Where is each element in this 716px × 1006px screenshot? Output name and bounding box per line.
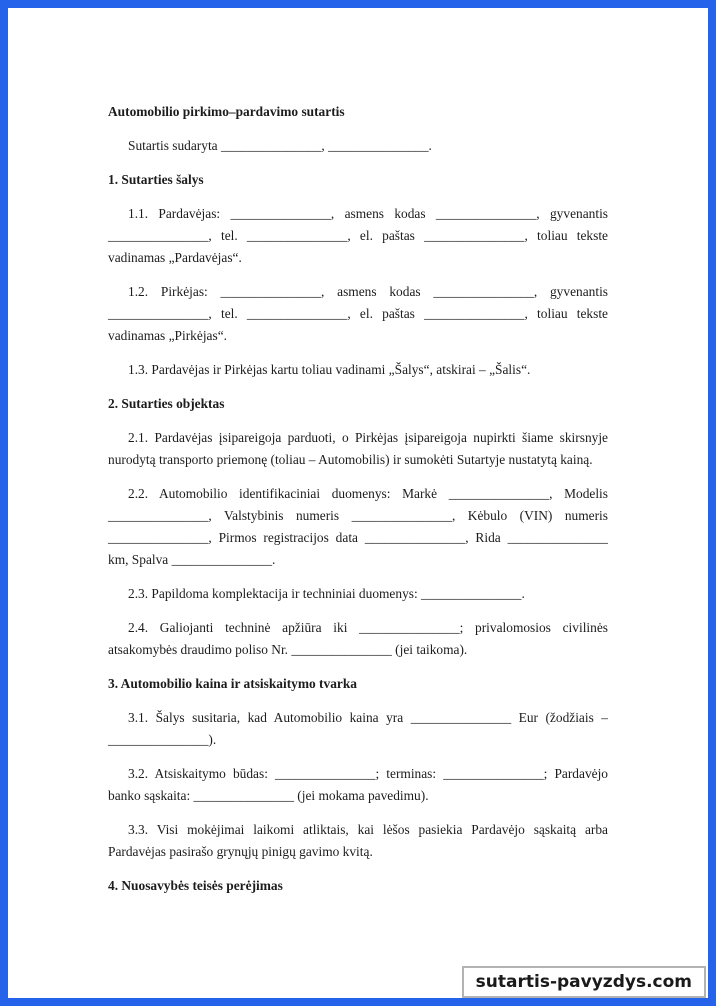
watermark-badge: sutartis-pavyzdys.com xyxy=(462,966,706,998)
clause-2-4: 2.4. Galiojanti techninė apžiūra iki _______________; privalomosios civilinės atsakomybės draudimo poliso Nr. _______________ (jei taikoma). xyxy=(108,620,608,657)
clause-3-3: 3.3. Visi mokėjimai laikomi atliktais, kai lėšos pasiekia Pardavėjo sąskaitą arba Pardavėjas pasirašo grynųjų pinigų gavimo kvitą. xyxy=(108,822,608,859)
document-content xyxy=(8,8,708,897)
section-3-heading: 3. Automobilio kaina ir atsiskaitymo tvarka xyxy=(108,676,357,691)
document-page xyxy=(8,8,708,998)
section-1-heading: 1. Sutarties šalys xyxy=(108,172,204,187)
clause-2-2: 2.2. Automobilio identifikaciniai duomenys: Markė _______________, Modelis _______________, Valstybinis numeris _______________, Kėbulo (VIN) numeris _______________, Pirmos registracijos data _______________, Rida _______________ km, Spalva _______________. xyxy=(108,486,608,567)
section-4-heading: 4. Nuosavybės teisės perėjimas xyxy=(108,878,283,893)
intro-paragraph: Sutartis sudaryta _______________, _______________. xyxy=(128,138,432,153)
clause-1-1: 1.1. Pardavėjas: _______________, asmens kodas _______________, gyvenantis _______________, tel. _______________, el. paštas _______________, toliau tekste vadinamas „Pardavėjas“. xyxy=(108,206,608,265)
clause-3-2: 3.2. Atsiskaitymo būdas: _______________; terminas: _______________; Pardavėjo banko sąskaita: _______________ (jei mokama pavedimu). xyxy=(108,766,608,803)
clause-3-1: 3.1. Šalys susitaria, kad Automobilio kaina yra _______________ Eur (žodžiais – _______________). xyxy=(108,710,608,747)
clause-1-2: 1.2. Pirkėjas: _______________, asmens kodas _______________, gyvenantis _______________, tel. _______________, el. paštas _______________, toliau tekste vadinamas „Pirkėjas“. xyxy=(108,284,608,343)
section-2-heading: 2. Sutarties objektas xyxy=(108,396,225,411)
clause-2-3: 2.3. Papildoma komplektacija ir techniniai duomenys: _______________. xyxy=(128,586,525,601)
clause-1-3: 1.3. Pardavėjas ir Pirkėjas kartu toliau vadinami „Šalys“, atskirai – „Šalis“. xyxy=(128,362,531,377)
document-title: Automobilio pirkimo–pardavimo sutartis xyxy=(108,104,345,119)
clause-2-1: 2.1. Pardavėjas įsipareigoja parduoti, o Pirkėjas įsipareigoja nupirkti šiame skirsnyje nurodytą transporto priemonę (toliau – Automobilis) ir sumokėti Sutartyje nustatytą kainą. xyxy=(108,430,608,467)
